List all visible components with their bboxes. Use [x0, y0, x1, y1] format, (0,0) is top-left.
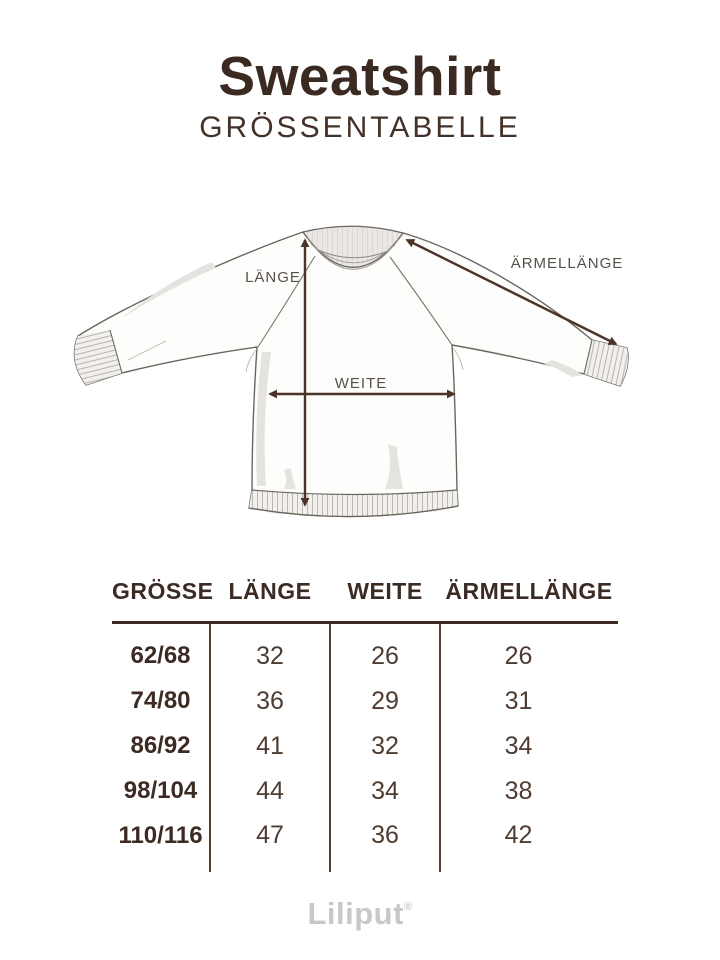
weite-cell: 32	[330, 724, 440, 769]
aermellaenge-cell: 31	[440, 679, 618, 724]
laenge-cell: 32	[210, 623, 330, 679]
aermellaenge-label: ÄRMELLÄNGE	[510, 255, 624, 272]
weite-cell: 36	[330, 814, 440, 872]
size-cell: 62/68	[130, 642, 191, 670]
size-cell: 110/116	[118, 821, 203, 849]
page-subtitle: GRÖSSENTABELLE	[199, 111, 521, 144]
header-row	[112, 578, 618, 623]
table-row	[112, 623, 618, 679]
weite-label: WEITE	[334, 375, 388, 392]
registered-trademark-icon: ®	[403, 901, 413, 913]
column-header-weite: WEITE	[330, 578, 440, 623]
size-cell: 98/104	[123, 777, 198, 804]
laenge-cell: 47	[210, 814, 330, 872]
hem-ribbing	[249, 490, 458, 517]
laenge-label: LÄNGE	[245, 269, 301, 286]
aermellaenge-cell: 38	[440, 769, 618, 814]
aermellaenge-cell: 34	[440, 724, 618, 769]
size-table-section	[112, 578, 618, 872]
brand-logo-text: Liliput	[307, 896, 404, 931]
weite-cell: 29	[330, 679, 440, 724]
table-row	[112, 724, 618, 769]
size-table	[112, 578, 618, 872]
column-header-aermellaenge: ÄRMELLÄNGE	[440, 578, 618, 623]
aermellaenge-cell: 26	[440, 623, 618, 679]
weite-cell: 34	[330, 769, 440, 814]
table-row	[112, 679, 618, 724]
laenge-cell: 41	[210, 724, 330, 769]
column-header-laenge: LÄNGE	[210, 578, 330, 623]
table-row	[112, 814, 618, 872]
weite-cell: 26	[330, 623, 440, 679]
right-cuff	[584, 340, 628, 386]
brand-logo	[0, 896, 720, 932]
aermellaenge-cell: 42	[440, 814, 618, 872]
size-cell: 74/80	[130, 687, 191, 714]
page-title: Sweatshirt	[218, 45, 502, 107]
size-cell: 86/92	[130, 732, 191, 759]
laenge-cell: 36	[210, 679, 330, 724]
laenge-cell: 44	[210, 769, 330, 814]
column-header-groesse: GRÖSSE	[112, 578, 210, 623]
table-row	[112, 769, 618, 814]
